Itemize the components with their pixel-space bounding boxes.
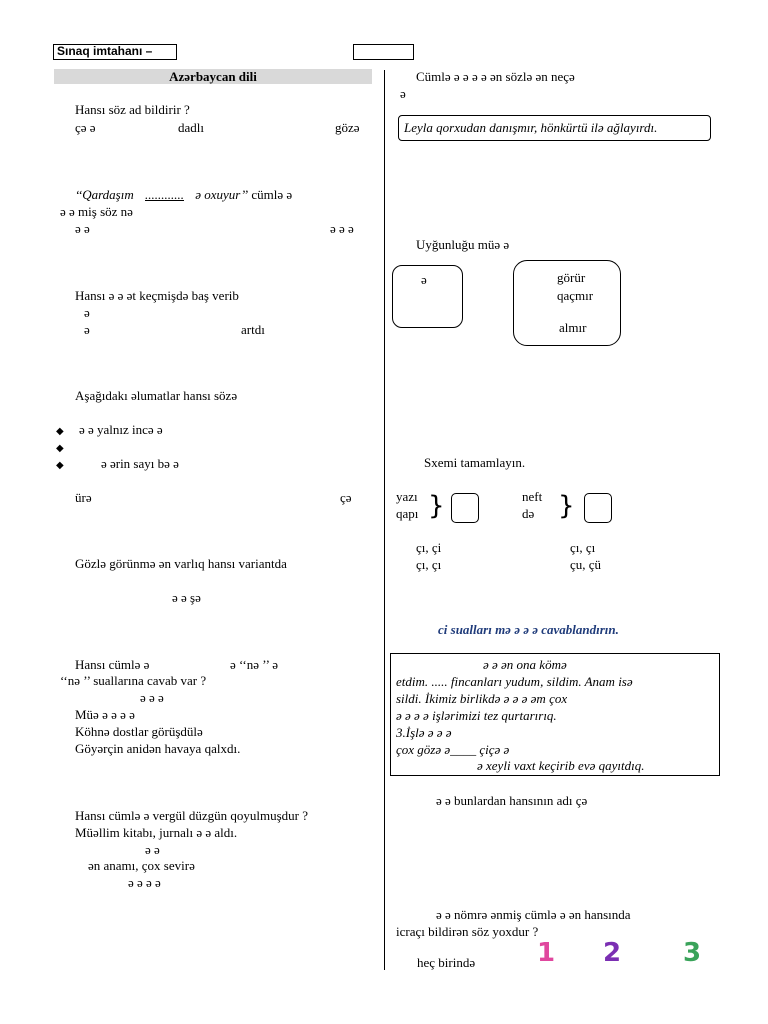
q11-question: ə ə bunlardan hansının adı çə (436, 793, 588, 808)
q7-line2: Müəllim kitabı, jurnalı ə ə aldı. (75, 825, 238, 840)
q6-line2: ‘‘nə ’’ suallarına cavab var ? (60, 673, 207, 688)
q10-g1-word2: qapı (396, 506, 419, 521)
q4-bullet-3 (56, 456, 179, 472)
text-line-3: sildi. İkimiz birlikdə ə ə ə əm çox (396, 691, 568, 706)
q7-question: Hansı cümlə ə vergül düzgün qoyulmuşdur ? (75, 808, 308, 823)
q12-line1: ə ə nömrə ənmiş cümlə ə ən hansında (436, 907, 631, 922)
text-task-heading: ci sualları mə ə ə ə cavablandırın. (438, 622, 619, 637)
q10-option-3: çı, çı (416, 557, 442, 572)
q2-line1 (75, 187, 292, 203)
q9-word-1: görür (557, 270, 586, 285)
q3-question: Hansı ə ə ət keçmişdə baş verib (75, 288, 239, 303)
q8-sentence: Leyla qorxudan danışmır, hönkürtü ilə ağlayırdı. (404, 120, 658, 135)
q2-part2: ə oxuyur’’ (195, 187, 249, 202)
number-1-icon: 1 (537, 938, 556, 968)
q10-g1-word1: yazı (396, 489, 418, 504)
q8-line2: ə (400, 86, 406, 101)
q1-option-3: gözə (335, 120, 360, 135)
q1-option-2: dadlı (178, 120, 204, 135)
name-blank-box[interactable] (353, 44, 414, 60)
q6-line1a: Hansı cümlə ə (75, 657, 150, 672)
q4-bullet-1 (56, 422, 163, 438)
q4-bullet-2 (56, 439, 64, 455)
q9-word-3: almır (559, 320, 587, 335)
brace-icon: } (558, 491, 575, 521)
brace-icon: } (428, 491, 445, 521)
q8-line1: Cümlə ə ə ə ə ən sözlə ən neçə (416, 69, 575, 84)
q3-line3a: ə (84, 322, 90, 337)
number-2-icon: 2 (603, 938, 622, 968)
q10-option-1: çı, çi (416, 540, 442, 555)
text-line-5: 3.İşlə ə ə ə (396, 725, 452, 740)
q6-line6: Göyərçin anidən havaya qalxdı. (75, 741, 241, 756)
diamond-icon: ◆ (56, 426, 64, 437)
text-line-7: ə xeyli vaxt keçirib evə qayıtdıq. (477, 758, 645, 773)
q5-line2: ə ə şə (172, 590, 201, 605)
q2-line2: ə ə miş söz nə (60, 204, 133, 219)
q2-dots: ............ (145, 187, 184, 202)
q6-line1b: ə ‘‘nə ’’ ə (230, 657, 278, 672)
text-line-4: ə ə ə ə işlərimizi tez qurtarırıq. (396, 708, 557, 723)
q6-line3: ə ə ə (140, 690, 164, 705)
q5-question: Gözlə görünmə ən varlıq hansı variantda (75, 556, 287, 571)
q2-part3: cümlə ə (251, 187, 293, 202)
q1-question: Hansı söz ad bildirir ? (75, 102, 190, 117)
q10-answer-box-2[interactable] (584, 493, 612, 523)
q4-bullet-3-text: ə ərin sayı bə ə (100, 456, 179, 471)
exam-label-box (53, 44, 177, 60)
q8-sentence-box (398, 115, 711, 141)
q4-option-a: ürə (75, 490, 92, 505)
q1-option-1: çə ə (75, 120, 96, 135)
q9-title: Uyğunluğu müə ə (416, 237, 510, 252)
q4-question: Aşağıdakı əlumatlar hansı sözə (75, 388, 238, 403)
text-line-2: etdim. ..... fincanları yudum, sildim. Anam isə (396, 674, 633, 689)
q10-g2-word2: də (522, 506, 535, 521)
q10-title: Sxemi tamamlayın. (424, 455, 526, 470)
q10-option-2: çı, çı (570, 540, 596, 555)
q10-option-4: çu, çü (570, 557, 602, 572)
q9-box-left (392, 265, 463, 328)
q12-option: heç birində (417, 955, 476, 970)
q9-word-2: qaçmır (557, 288, 594, 303)
q12-line2: icraçı bildirən söz yoxdur ? (396, 924, 539, 939)
number-3-icon: 3 (683, 938, 702, 968)
q4-option-b: çə (340, 490, 352, 505)
column-divider (384, 70, 385, 970)
q10-g2-word1: neft (522, 489, 543, 504)
q7-line3: ə ə (145, 842, 160, 857)
q6-line4: Müə ə ə ə ə (75, 707, 135, 722)
subject-title: Azərbaycan dili (54, 69, 372, 84)
q6-line5: Köhnə dostlar görüşdülə (75, 724, 203, 739)
text-line-1: ə ə ən ona kömə (483, 657, 567, 672)
diamond-icon: ◆ (56, 460, 64, 471)
text-task-box (390, 653, 720, 776)
q4-bullet-1-text: ə ə yalnız incə ə (78, 422, 163, 437)
q2-line3b: ə ə ə (330, 221, 354, 236)
q7-line5: ə ə ə ə (128, 875, 161, 890)
q2-line3a: ə ə (75, 221, 90, 236)
q7-line4: ən anamı, çox sevirə (88, 858, 195, 873)
q3-line2: ə (84, 305, 90, 320)
diamond-icon: ◆ (56, 443, 64, 454)
q2-part1: ‘‘Qardaşım (75, 187, 134, 202)
q9-box-right (513, 260, 621, 346)
q3-line3b: artdı (241, 322, 265, 337)
q9-box-left-text: ə (421, 272, 427, 287)
text-line-6: çox gözə ə____ çiçə ə (396, 742, 510, 757)
q10-answer-box-1[interactable] (451, 493, 479, 523)
exam-label: Sınaq imtahanı – (57, 44, 153, 58)
